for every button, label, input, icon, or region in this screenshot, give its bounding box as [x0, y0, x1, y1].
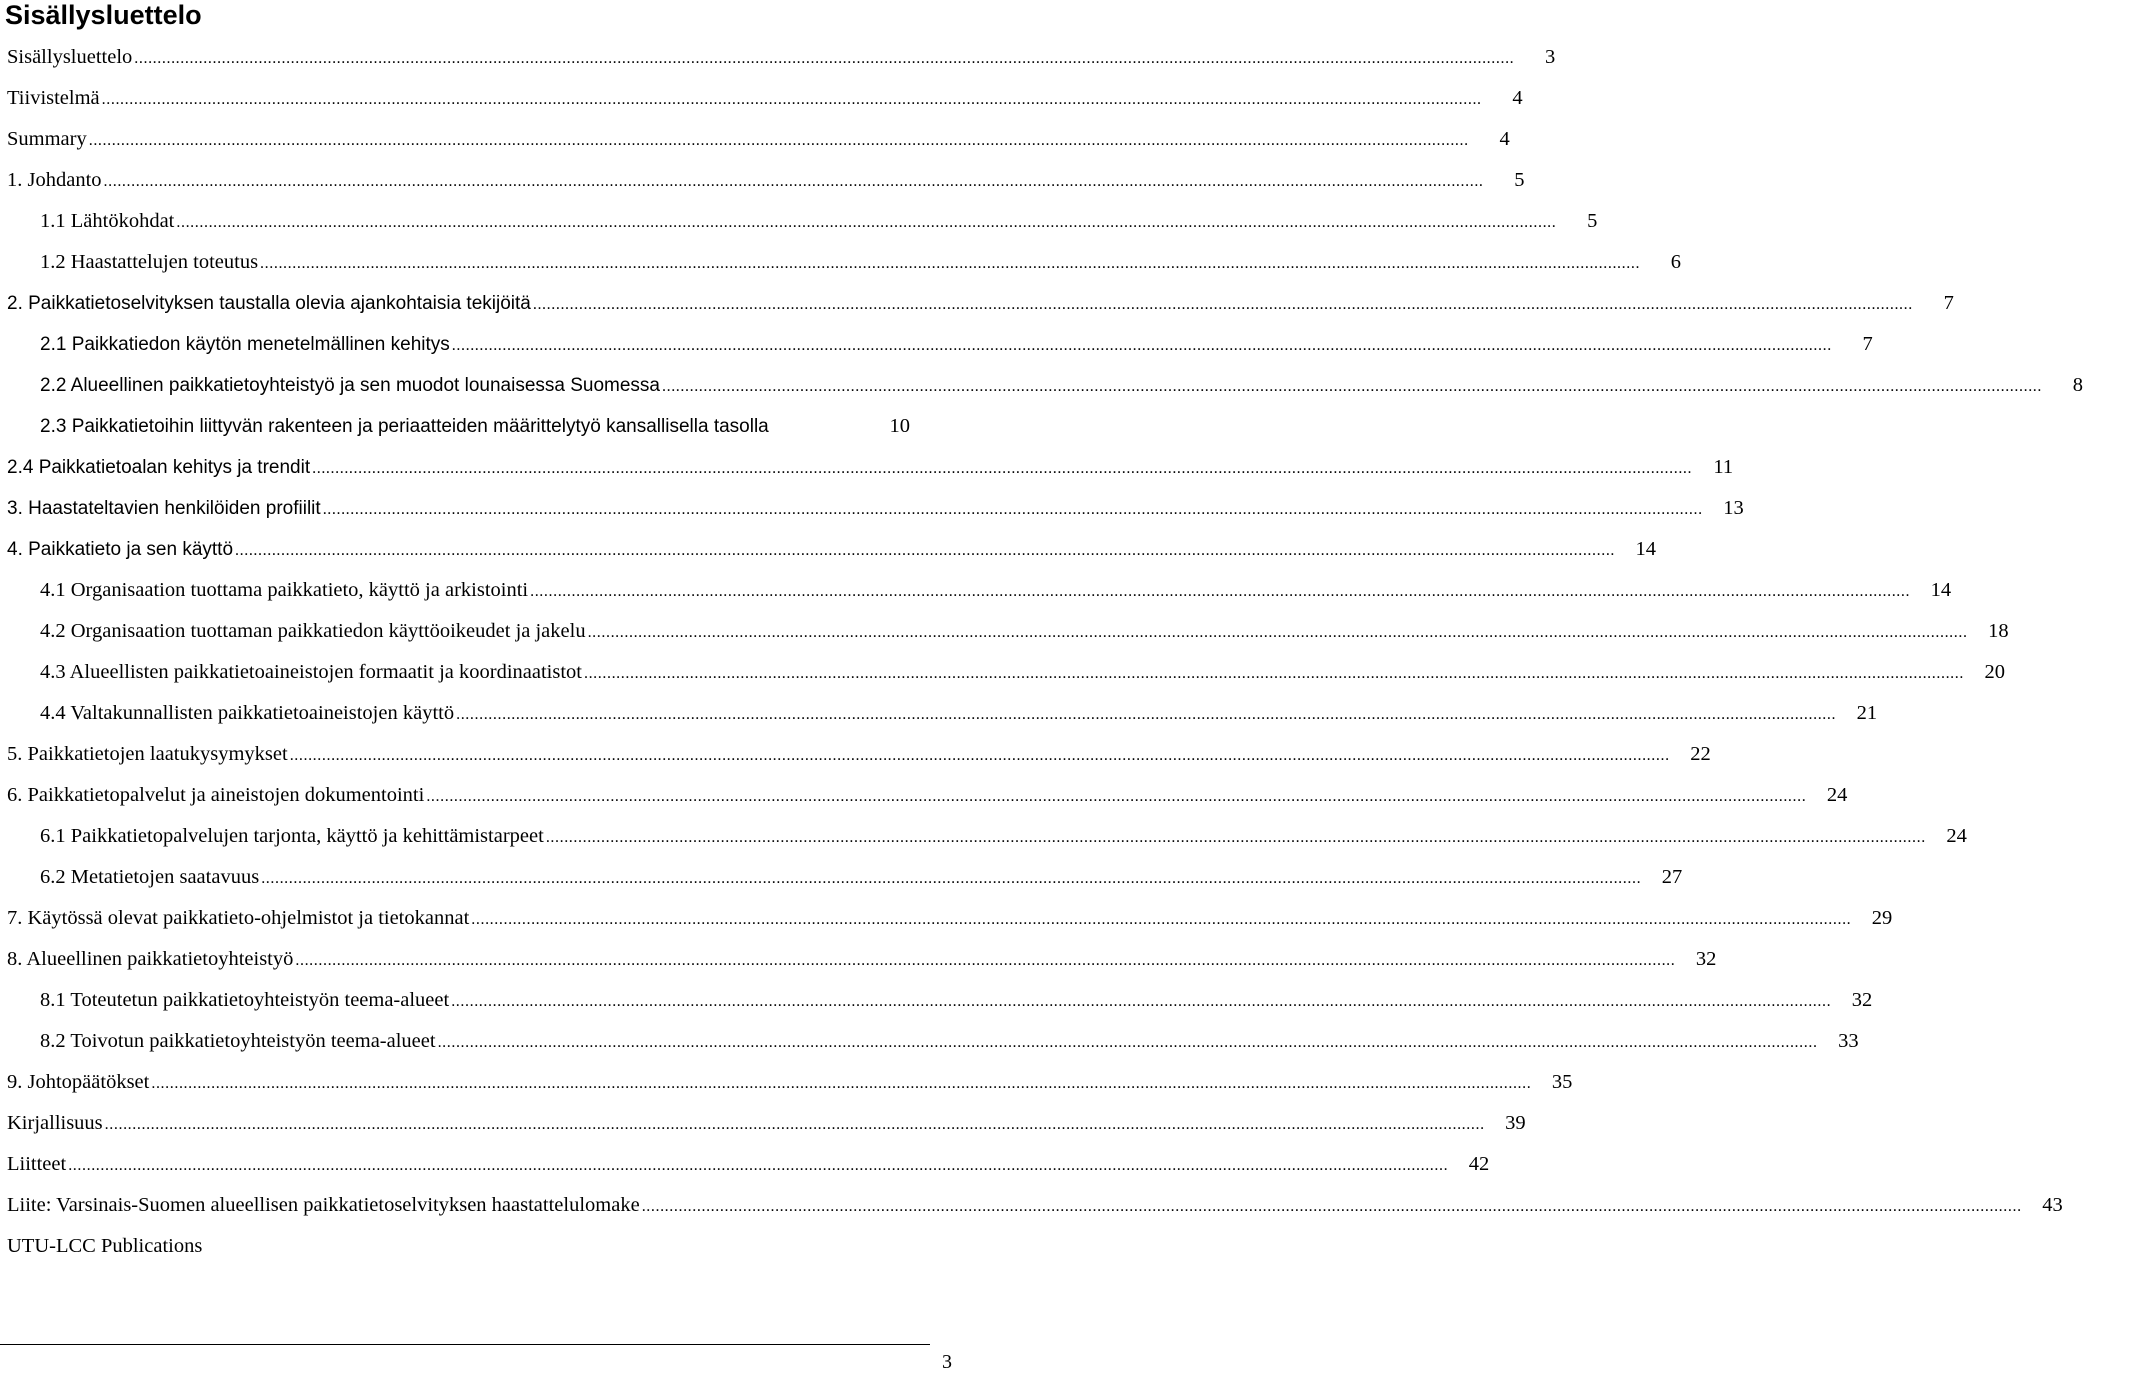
toc-entry[interactable] — [0, 365, 2083, 406]
toc-entry-page: 5 — [1514, 169, 1525, 191]
toc-entry-page: 39 — [1505, 1112, 1526, 1134]
toc-dot-leader: ............................................................................................................................................................................................................................................................................................................ — [88, 132, 1469, 149]
toc-dot-leader: ............................................................................................................................................................................................................................................................................................................ — [101, 91, 1482, 108]
toc-entry-page: 35 — [1551, 1071, 1573, 1093]
toc-entry-title: 4.2 Organisaation tuottaman paikkatiedon käyttöoikeudet ja jakelu — [40, 620, 586, 642]
toc-entry-title: 4.1 Organisaation tuottama paikkatieto, käyttö ja arkistointi — [40, 579, 529, 601]
toc-entry-title: 2. Paikkatietoselvityksen taustalla olevia ajankohtaisia tekijöitä — [7, 293, 531, 314]
table-of-contents — [0, 37, 2083, 1267]
toc-dot-leader: ............................................................................................................................................................................................................................................................................................................ — [530, 583, 1911, 600]
toc-entry-page: 14 — [1930, 579, 1952, 601]
toc-entry[interactable] — [0, 570, 1952, 611]
toc-entry[interactable] — [0, 488, 1744, 529]
toc-entry[interactable] — [0, 980, 1873, 1021]
toc-entry[interactable] — [0, 857, 1683, 898]
toc-entry-title: 2.3 Paikkatietoihin liittyvän rakenteen ja periaatteiden määrittelytyö kansallisella tasolla — [40, 416, 769, 437]
toc-entry[interactable] — [0, 652, 2005, 693]
toc-entry-page: 3 — [1545, 46, 1556, 68]
toc-dot-leader: ............................................................................................................................................................................................................................................................................................................ — [451, 993, 1832, 1010]
toc-entry[interactable] — [0, 447, 1734, 488]
toc-entry-page: 14 — [1635, 538, 1657, 560]
toc-entry-page: 20 — [1984, 661, 2005, 683]
toc-entry-title: 6.1 Paikkatietopalvelujen tarjonta, käyttö ja kehittämistarpeet — [40, 825, 544, 847]
toc-dot-leader: ............................................................................................................................................................................................................................................................................................................ — [134, 50, 1515, 67]
toc-dot-leader: ............................................................................................................................................................................................................................................................................................................ — [437, 1034, 1818, 1051]
toc-entry[interactable] — [0, 1144, 1490, 1185]
toc-dot-leader: ............................................................................................................................................................................................................................................................................................................ — [295, 952, 1676, 969]
toc-entry-title: UTU-LCC Publications — [7, 1235, 203, 1257]
toc-entry-title: Tiivistelmä — [7, 87, 100, 109]
toc-entry-title: 9. Johtopäätökset — [7, 1071, 150, 1093]
toc-entry[interactable] — [0, 734, 1711, 775]
toc-entry[interactable] — [0, 324, 1873, 365]
toc-entry-title: Liite: Varsinais-Suomen alueellisen paikkatietoselvityksen haastattelulomake — [7, 1194, 640, 1216]
toc-entry-title: 1.1 Lähtökohdat — [40, 210, 175, 232]
toc-entry-page: 42 — [1468, 1153, 1490, 1175]
toc-entry[interactable] — [0, 1103, 1526, 1144]
toc-entry[interactable] — [0, 160, 1525, 201]
toc-entry[interactable] — [0, 611, 2009, 652]
toc-entry-page: 32 — [1851, 989, 1873, 1011]
toc-entry-title: 2.1 Paikkatiedon käytön menetelmällinen kehitys — [40, 334, 450, 355]
toc-entry[interactable] — [0, 37, 1556, 78]
toc-entry[interactable] — [0, 242, 1682, 283]
toc-dot-leader: ............................................................................................................................................................................................................................................................................................................ — [451, 337, 1832, 354]
toc-dot-leader: ............................................................................................................................................................................................................................................................................................................ — [641, 1198, 2022, 1215]
toc-dot-leader: ............................................................................................................................................................................................................................................................................................................ — [662, 378, 2042, 395]
toc-entry[interactable] — [0, 78, 1523, 119]
toc-entry-page: 7 — [1862, 333, 1873, 355]
toc-entry[interactable] — [0, 1062, 1573, 1103]
toc-dot-leader: ............................................................................................................................................................................................................................................................................................................ — [426, 788, 1807, 805]
toc-dot-leader: ............................................................................................................................................................................................................................................................................................................ — [103, 173, 1484, 190]
toc-entry-page: 22 — [1690, 743, 1711, 765]
toc-entry-title: Kirjallisuus — [7, 1112, 103, 1134]
toc-entry-page: 10 — [889, 415, 910, 437]
toc-entry-page: 13 — [1723, 497, 1744, 519]
toc-entry[interactable] — [0, 898, 1893, 939]
page-title: Sisällysluettelo — [5, 0, 202, 30]
toc-entry[interactable] — [0, 775, 1848, 816]
toc-entry-page: 11 — [1713, 456, 1734, 478]
toc-entry-title: 4.3 Alueellisten paikkatietoaineistojen formaatit ja koordinaatistot — [40, 661, 582, 683]
toc-entry-title: 5. Paikkatietojen laatukysymykset — [7, 743, 288, 765]
footer-rule — [0, 1344, 930, 1345]
toc-entry-page: 4 — [1499, 128, 1510, 150]
toc-dot-leader: ............................................................................................................................................................................................................................................................................................................ — [261, 870, 1642, 887]
toc-dot-leader: ............................................................................................................................................................................................................................................................................................................ — [260, 255, 1641, 272]
toc-entry-page: 7 — [1943, 292, 1954, 314]
toc-entry-page: 8 — [2072, 374, 2083, 396]
toc-dot-leader: ............................................................................................................................................................................................................................................................................................................ — [104, 1116, 1485, 1133]
toc-entry-title: 6.2 Metatietojen saatavuus — [40, 866, 260, 888]
toc-entry[interactable] — [0, 1021, 1859, 1062]
toc-dot-leader: ............................................................................................................................................................................................................................................................................................................ — [545, 829, 1926, 846]
toc-entry-title: 2.4 Paikkatietoalan kehitys ja trendit — [7, 457, 311, 478]
toc-entry-page: 5 — [1587, 210, 1598, 232]
toc-entry[interactable] — [0, 1226, 960, 1267]
toc-entry-title: 1. Johdanto — [7, 169, 102, 191]
toc-entry-title: 7. Käytössä olevat paikkatieto-ohjelmistot ja tietokannat — [7, 907, 470, 929]
toc-dot-leader: ............................................................................................................................................................................................................................................................................................................ — [68, 1157, 1449, 1174]
toc-entry-title: 6. Paikkatietopalvelut ja aineistojen dokumentointi — [7, 784, 425, 806]
toc-dot-leader: ............................................................................................................................................................................................................................................................................................................ — [583, 665, 1964, 682]
toc-entry-page: 43 — [2042, 1194, 2063, 1216]
toc-entry[interactable] — [0, 1185, 2063, 1226]
toc-entry[interactable] — [0, 816, 1967, 857]
toc-dot-leader: ............................................................................................................................................................................................................................................................................................................ — [587, 624, 1968, 641]
toc-entry-title: Summary — [7, 128, 87, 150]
toc-entry-title: 8.2 Toivotun paikkatietoyhteistyön teema-alueet — [40, 1030, 436, 1052]
page-number: 3 — [942, 1351, 952, 1373]
toc-dot-leader: ............................................................................................................................................................................................................................................................................................................ — [176, 214, 1557, 231]
toc-entry-page: 32 — [1695, 948, 1717, 970]
toc-entry-title: 4. Paikkatieto ja sen käyttö — [7, 539, 234, 560]
toc-entry[interactable] — [0, 693, 1878, 734]
toc-entry[interactable] — [0, 119, 1510, 160]
toc-entry[interactable] — [0, 529, 1657, 570]
toc-entry-title: 1.2 Haastattelujen toteutus — [40, 251, 259, 273]
toc-entry-title: 4.4 Valtakunnallisten paikkatietoaineistojen käyttö — [40, 702, 455, 724]
toc-entry-title: 8.1 Toteutetun paikkatietoyhteistyön teema-alueet — [40, 989, 450, 1011]
toc-dot-leader: ............................................................................................................................................................................................................................................................................................................ — [312, 460, 1693, 477]
toc-dot-leader: ............................................................................................................................................................................................................................................................................................................ — [289, 747, 1670, 764]
toc-dot-leader: ............................................................................................................................................................................................................................................................................................................ — [471, 911, 1852, 928]
toc-dot-leader: ............................................................................................................................................................................................................................................................................................................ — [235, 542, 1616, 559]
toc-entry-page: 24 — [1826, 784, 1848, 806]
toc-entry-title: 3. Haastateltavien henkilöiden profiilit — [7, 498, 321, 519]
toc-entry-page: 4 — [1512, 87, 1523, 109]
toc-dot-leader: ............................................................................................................................................................................................................................................................................................................ — [322, 501, 1703, 518]
toc-entry-page: 27 — [1661, 866, 1683, 888]
toc-dot-leader: ............................................................................................................................................................................................................................................................................................................ — [151, 1075, 1532, 1092]
toc-entry-page: 21 — [1856, 702, 1878, 724]
toc-entry-page: 6 — [1670, 251, 1682, 273]
toc-entry-page: 33 — [1838, 1030, 1859, 1052]
toc-entry-title: Sisällysluettelo — [7, 46, 133, 68]
toc-dot-leader: ............................................................................................................................................................................................................................................................................................................ — [532, 296, 1913, 313]
toc-entry-page: 24 — [1946, 825, 1967, 847]
toc-entry-page: 29 — [1871, 907, 1893, 929]
toc-entry[interactable] — [0, 283, 1954, 324]
toc-entry[interactable] — [0, 201, 1598, 242]
toc-entry-title: 8. Alueellinen paikkatietoyhteistyö — [7, 948, 294, 970]
toc-entry-title: Liitteet — [7, 1153, 67, 1175]
toc-dot-leader: ............................................................................................................................................................................................................................................................................................................ — [456, 706, 1837, 723]
toc-entry[interactable] — [0, 406, 960, 447]
toc-entry[interactable] — [0, 939, 1717, 980]
toc-entry-title: 2.2 Alueellinen paikkatietoyhteistyö ja sen muodot lounaisessa Suomessa — [40, 375, 660, 396]
toc-entry-page: 18 — [1988, 620, 2009, 642]
